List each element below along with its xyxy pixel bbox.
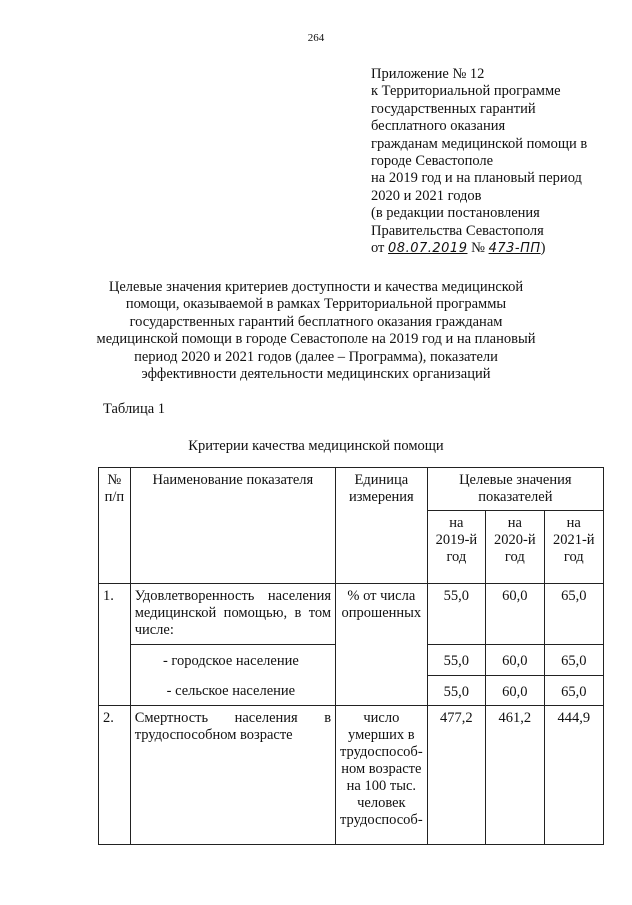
table-caption: Критерии качества медицинской помощи — [188, 438, 444, 454]
value-2019: 55,0 — [427, 584, 485, 645]
handwritten-date: 08.07.2019 — [388, 241, 468, 257]
handwritten-number: 473-ПП — [488, 241, 541, 257]
subrow-name: - городское население — [130, 645, 335, 676]
appendix-line: гражданам медицинской помощи в — [371, 135, 588, 152]
header-2020: на 2020-й год — [486, 511, 544, 584]
row-num: 1. — [99, 584, 131, 706]
criteria-table — [98, 467, 604, 845]
value-2021: 65,0 — [544, 675, 603, 706]
closing-paren: ) — [540, 240, 546, 257]
appendix-line: Приложение № 12 — [371, 66, 485, 82]
appendix-block — [371, 66, 621, 257]
value-2020: 60,0 — [486, 645, 544, 676]
value-2021: 65,0 — [544, 584, 603, 645]
number-sign: № — [471, 240, 485, 257]
appendix-line: 2020 и 2021 годов — [371, 187, 482, 204]
value-2019: 55,0 — [427, 645, 485, 676]
value-2020: 461,2 — [486, 706, 544, 845]
table-row — [99, 706, 604, 845]
row-unit: число умерших в трудоспособ-ном возрасте на 100 тыс. человек трудоспособ- — [336, 706, 428, 845]
appendix-line: (в редакции постановления — [371, 205, 540, 222]
table-label: Таблица 1 — [103, 401, 166, 417]
table-row — [99, 584, 604, 645]
header-2021: на 2021-й год — [544, 511, 603, 584]
row-unit: % от числа опрошенных — [336, 584, 428, 706]
header-name: Наименование показателя — [130, 468, 335, 584]
header-num: № п/п — [99, 468, 131, 584]
value-2019: 55,0 — [427, 675, 485, 706]
value-2020: 60,0 — [486, 584, 544, 645]
row-num: 2. — [99, 706, 131, 845]
row-name: Смертность населения в трудоспособном возрасте — [130, 706, 335, 845]
value-2021: 65,0 — [544, 645, 603, 676]
row-name: Удовлетворенность населения медицинской помощью, в том числе: — [130, 584, 335, 645]
page-number: 264 — [307, 32, 325, 44]
header-targets: Целевые значения показателей — [427, 468, 603, 511]
subrow-name: - сельское население — [130, 675, 335, 706]
appendix-line: к Территориальной программе — [371, 83, 561, 100]
appendix-line: государственных гарантий — [371, 100, 536, 117]
table-header-row — [99, 468, 604, 511]
header-unit: Единица измерения — [336, 468, 428, 584]
appendix-line: бесплатного оказания — [371, 118, 506, 135]
header-2019: на 2019-й год — [427, 511, 485, 584]
appendix-line: на 2019 год и на плановый период — [371, 170, 582, 187]
from-prefix: от — [371, 240, 385, 257]
document-title: Целевые значения критериев доступности и качества медицинской помощи, оказываемой в рамках Территориальной программы государственных гарантий бесплатного оказания гражданам медицинской помощи в городе Севастополе на 2019 год и на плановый период 2020 и 2021 годов (далее – Программа), показатели эффективности деятельности медицинских организаций — [96, 279, 536, 383]
appendix-line: городе Севастополе — [371, 153, 494, 170]
appendix-date-line — [371, 240, 621, 257]
value-2019: 477,2 — [427, 706, 485, 845]
value-2020: 60,0 — [486, 675, 544, 706]
value-2021: 444,9 — [544, 706, 603, 845]
appendix-line: Правительства Севастополя — [371, 222, 544, 239]
